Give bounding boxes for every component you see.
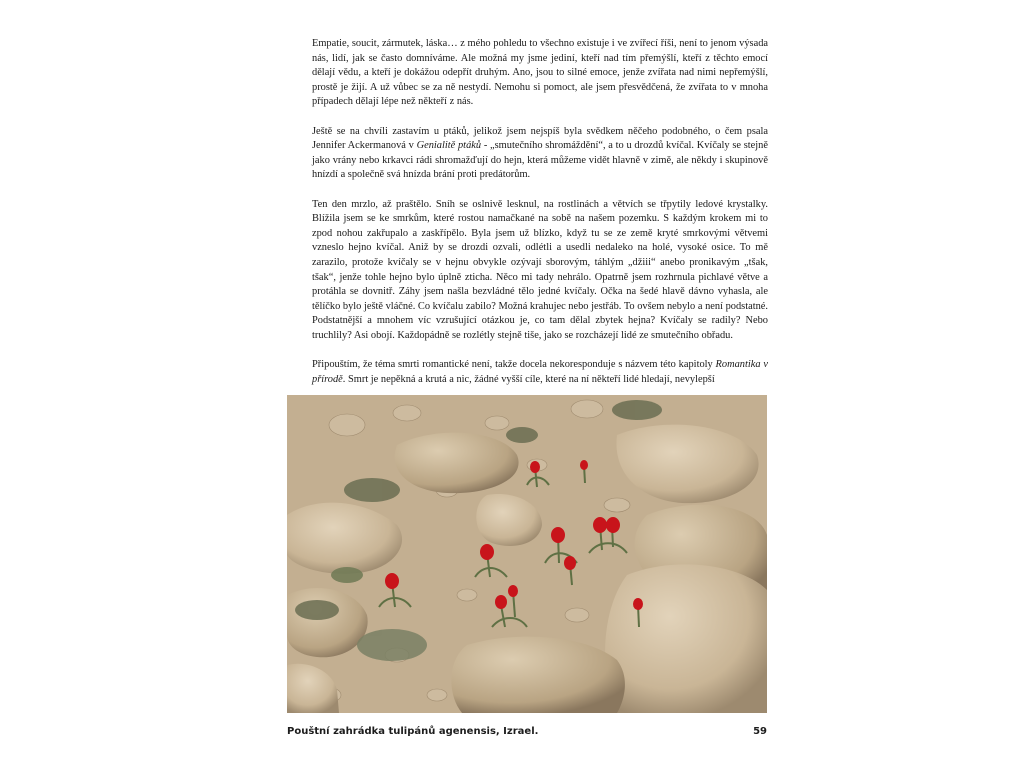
paragraph-2 [312, 125, 768, 183]
paragraph-1-text: Empatie, soucit, zármutek, láska… z mého pohledu to všechno existuje i ve zvířecí říši, není to jenom výsada nás, lidí, jak se často domníváme. Ale možná my jsme jediní, kteří nad tím přemýšlí, kteří z těchto emocí dělají vědu, a kteří je dokážou odepřít druhým. Ano, jsou to silné emoce, jenže zvířata nad nimi nepřemýšlí, prostě je žijí. A už vůbec se za ně nestydí. Nemohu si pomoct, ale jsem přesvědčená, že zvířata to v mnoha případech dělají lépe než někteří z nás. [312, 38, 768, 108]
paragraph-3 [312, 198, 768, 344]
paragraph-4-text-b: . Smrt je nepěkná a krutá a nic, žádné vyšší cíle, které na ní někteří lidé hledají, nevylepší [342, 373, 715, 385]
desert-tulips-photo [287, 395, 767, 713]
photo-caption: Pouštní zahrádka tulipánů agenensis, Izrael. [287, 726, 539, 737]
paragraph-2-text-a: Ještě se na chvíli zastavím u ptáků, jelikož jsem nejspíš byla svědkem něčeho podobného, o čem psala Jennifer Ackermanová v [312, 125, 768, 152]
paragraph-4-text-a: Připouštím, že téma smrti romantické není, takže docela nekoresponduje s názvem této kapitoly [312, 359, 716, 371]
paragraph-2-text-b: - „smutečního shromáždění“, a to u drozdů kvíčal. Kvíčaly se stejně jako vrány nebo krkavci rádi shromažďují do hejn, která můžeme vidět hlavně v zimě, ale někdy i skupinově hnízdí a společně svá hnízda brání proti predátorům. [312, 140, 768, 181]
photo-illustration [287, 395, 767, 713]
body-text [312, 37, 768, 402]
book-title-italic: Genialitě ptáků [416, 140, 482, 152]
chapter-title-italic: Romantika v přírodě [312, 359, 768, 385]
paragraph-1 [312, 37, 768, 110]
paragraph-4 [312, 358, 768, 387]
page-number: 59 [753, 726, 767, 737]
paragraph-3-text: Ten den mrzlo, až praštělo. Sníh se oslnivě lesknul, na rostlinách a větvích se třpytily ledové krystalky. Blížila jsem se ke smrkům, které rostou namačkané na sobě na našem pozemku. S každým krokem mi to zpod nohou zakřupalo a zaskřípělo. Byla jsem už blízko, když tu se ze země kryté smrkovými větvemi vzneslo hejno kvíčal. Aniž by se drozdi ozvali, odlétli a usedli nedaleko na holé, vysoké osice. To mě zarazilo, protože kvíčaly se v hejnu obvykle ozývají sborovým, táhlým „džiii“ anebo pronikavým „tšak, tšak“, jenže tohle hejno bylo úplně zticha. Něco mi tady nehrálo. Opatrně jsem rozhrnula pichlavé větve a protáhla se dovnitř. Záhy jsem našla bezvládné tělo jedné kvíčaly. Očka na šedé hlavě dávno vyhasla, ale tělíčko bylo ještě vláčné. Co kvíčalu zabilo? Možná krahujec nebo jestřáb. To ovšem nebylo a není podstatné. Podstatnější a mnohem víc vzrušující otázkou je, co tam dělal zbytek hejna? Kvíčaly se radily? Nebo truchlily? Asi obojí. Každopádně se rozlétly stejně tiše, jako se rozcházejí lidé ze smutečního obřadu. [312, 198, 768, 341]
